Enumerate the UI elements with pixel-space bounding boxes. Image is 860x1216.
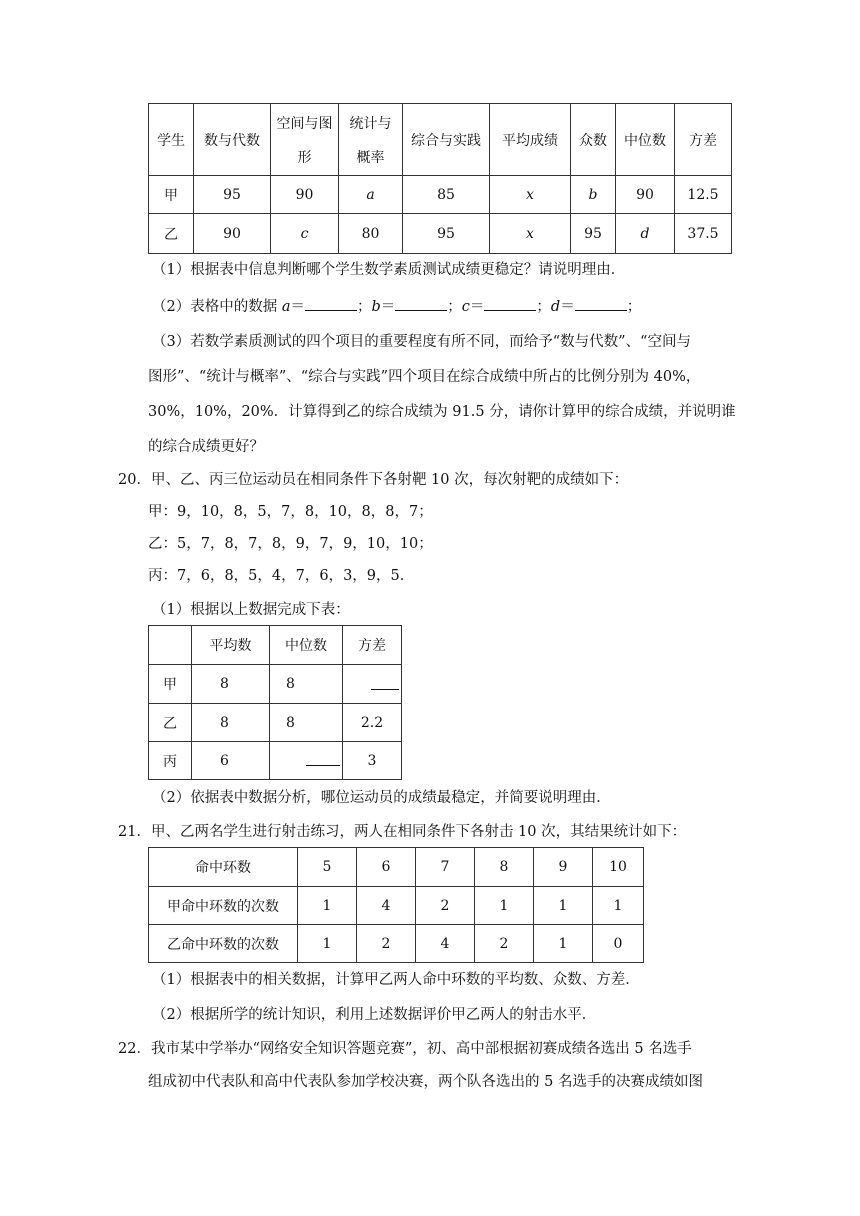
q19-part2 — [152, 296, 641, 317]
table-cell: 2 — [475, 925, 534, 963]
table-cell: 乙命中环数的次数 — [149, 925, 298, 963]
header-cell: 7 — [416, 848, 475, 887]
table-cell: 2.2 — [343, 704, 402, 742]
q20-scores-jia: 甲：9，10，8，5，7，8，10，8，8，7； — [148, 504, 433, 520]
q22-line2: 组成初中代表队和高中代表队参加学校决赛，两个队各选出的 5 名选手的决赛成绩如图 — [148, 1074, 703, 1090]
table-cell: 95 — [194, 176, 271, 214]
table-cell: 甲 — [149, 176, 194, 214]
header-cell: 方差 — [675, 104, 732, 176]
header-text: 概率 — [356, 149, 385, 166]
header-cell: 数与代数 — [194, 104, 271, 176]
table-cell: c — [271, 214, 339, 254]
header-cell: 5 — [298, 848, 357, 887]
table-cell: 12.5 — [675, 176, 732, 214]
table-cell: 甲命中环数的次数 — [149, 887, 298, 925]
q19-part3-line1: （3）若数学素质测试的四个项目的重要程度有所不同，而给予“数与代数”、“空间与 — [152, 334, 691, 350]
table-header-row — [149, 626, 402, 665]
equals-sign: ＝ — [380, 299, 396, 315]
table-cell: 8 — [270, 665, 343, 704]
header-cell: 中位数 — [270, 626, 343, 665]
header-cell: 综合与实践 — [403, 104, 490, 176]
header-cell: 6 — [357, 848, 416, 887]
table-cell: x — [490, 214, 571, 254]
table-cell: 1 — [534, 925, 593, 963]
table-cell: 80 — [339, 214, 403, 254]
header-cell: 方差 — [343, 626, 402, 665]
separator: ； — [536, 299, 551, 315]
q19-part3-line2: 图形”、“统计与概率”、“综合与实践”四个项目在综合成绩中所占的比例分别为 40%， — [148, 369, 701, 385]
q21-part1: （1）根据表中的相关数据，计算甲乙两人命中环数的平均数、众数、方差． — [152, 972, 640, 988]
answer-blank-c[interactable] — [484, 296, 536, 311]
header-cell: 平均成绩 — [490, 104, 571, 176]
q21-part2: （2）根据所学的统计知识，利用上述数据评价甲乙两人的射击水平． — [152, 1007, 597, 1023]
table-q20 — [148, 625, 402, 780]
var-b: b — [371, 299, 381, 315]
table-cell: 90 — [616, 176, 675, 214]
table-scores-1 — [148, 103, 732, 254]
header-text: 形 — [297, 149, 312, 166]
table-cell: 95 — [403, 214, 490, 254]
answer-blank-b[interactable] — [395, 296, 447, 311]
q20-part2: （2）依据表中数据分析，哪位运动员的成绩最稳定，并简要说明理由． — [152, 790, 611, 806]
table-cell: 乙 — [149, 704, 192, 742]
table-row — [149, 925, 644, 963]
q20-part1: （1）根据以上数据完成下表： — [152, 602, 350, 618]
table-cell: 1 — [298, 925, 357, 963]
table-cell: 1 — [298, 887, 357, 925]
table-cell: b — [571, 176, 616, 214]
table-row — [149, 214, 732, 254]
header-cell: 8 — [475, 848, 534, 887]
answer-cell-jia-variance[interactable] — [343, 665, 402, 704]
table-cell: 0 — [593, 925, 644, 963]
header-cell — [271, 104, 339, 176]
q19-part1: （1）根据表中信息判断哪个学生数学素质测试成绩更稳定？请说明理由． — [152, 262, 626, 278]
table-cell: 2 — [357, 925, 416, 963]
equals-sign: ＝ — [469, 299, 485, 315]
table-cell: 6 — [192, 742, 270, 780]
header-cell: 中位数 — [616, 104, 675, 176]
header-cell: 众数 — [571, 104, 616, 176]
header-text: 统计与 — [349, 115, 392, 132]
table-cell: 8 — [192, 704, 270, 742]
table-cell: a — [339, 176, 403, 214]
answer-blank-a[interactable] — [305, 296, 357, 311]
q22-line1: 22．我市某中学举办“网络安全知识答题竞赛”，初、高中部根据初赛成绩各选出 5 名选手 — [118, 1041, 692, 1057]
header-cell — [149, 626, 192, 665]
q20-title: 20．甲、乙、丙三位运动员在相同条件下各射靶 10 次，每次射靶的成绩如下： — [118, 472, 629, 488]
var-c: c — [461, 299, 470, 315]
answer-blank[interactable] — [306, 751, 340, 766]
var-a: a — [281, 299, 291, 315]
table-header-row — [149, 104, 732, 176]
table-cell: 90 — [271, 176, 339, 214]
header-text: 空间与图 — [276, 115, 333, 132]
q21-title: 21．甲、乙两名学生进行射击练习，两人在相同条件下各射击 10 次，其结果统计如下： — [118, 824, 687, 840]
answer-blank-d[interactable] — [575, 296, 627, 311]
table-cell: 4 — [357, 887, 416, 925]
table-cell: 85 — [403, 176, 490, 214]
separator: ； — [447, 299, 462, 315]
table-cell: 3 — [343, 742, 402, 780]
q19-part3-line4: 的综合成绩更好？ — [148, 439, 264, 455]
table-cell: 4 — [416, 925, 475, 963]
answer-blank[interactable] — [371, 675, 399, 690]
header-cell: 平均数 — [192, 626, 270, 665]
q19-part3-line3: 30%，10%，20%．计算得到乙的综合成绩为 91.5 分，请你计算甲的综合成绩，并说明谁 — [148, 404, 736, 420]
table-cell: 37.5 — [675, 214, 732, 254]
table-row — [149, 665, 402, 704]
table-row — [149, 704, 402, 742]
q20-scores-bing: 丙：7，6，8，5，4，7，6，3，9，5． — [148, 568, 415, 584]
header-cell: 10 — [593, 848, 644, 887]
table-cell: 2 — [416, 887, 475, 925]
answer-cell-bing-median[interactable] — [270, 742, 343, 780]
header-cell: 命中环数 — [149, 848, 298, 887]
table-cell: 8 — [270, 704, 343, 742]
equals-sign: ＝ — [560, 299, 575, 315]
table-header-row — [149, 848, 644, 887]
table-cell: x — [490, 176, 571, 214]
q20-scores-yi: 乙：5，7，8，7，8，9，7，9，10，10； — [148, 536, 433, 552]
table-cell: 90 — [194, 214, 271, 254]
table-cell: 丙 — [149, 742, 192, 780]
header-cell — [339, 104, 403, 176]
table-row — [149, 742, 402, 780]
q19-part2-prefix: （2）表格中的数据 — [152, 299, 282, 315]
table-cell: 1 — [534, 887, 593, 925]
table-cell: 8 — [192, 665, 270, 704]
separator: ； — [626, 299, 642, 315]
separator: ； — [357, 299, 372, 315]
table-cell: 95 — [571, 214, 616, 254]
var-d: d — [550, 299, 561, 315]
equals-sign: ＝ — [290, 299, 305, 315]
table-cell: 乙 — [149, 214, 194, 254]
header-cell: 学生 — [149, 104, 194, 176]
table-cell: 1 — [475, 887, 534, 925]
table-cell: 1 — [593, 887, 644, 925]
table-row — [149, 176, 732, 214]
table-cell: 甲 — [149, 665, 192, 704]
table-q21 — [148, 847, 644, 963]
header-cell: 9 — [534, 848, 593, 887]
table-row — [149, 887, 644, 925]
table-cell: d — [616, 214, 675, 254]
